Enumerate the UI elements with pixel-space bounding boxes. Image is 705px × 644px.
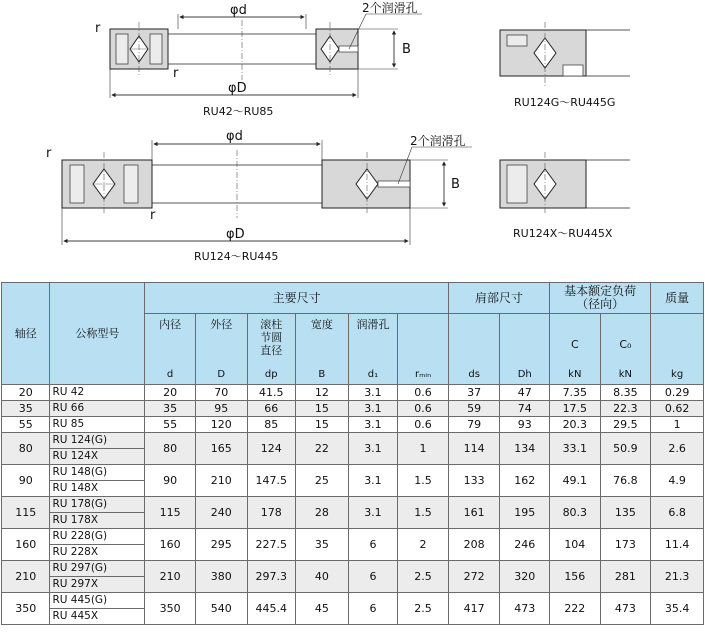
- cell-outer-diameter: 70: [195, 385, 247, 401]
- width-B-label: B: [402, 42, 411, 57]
- spec-table-body: [2, 385, 704, 625]
- cell-model: RU 178(G): [50, 497, 145, 513]
- cell-inner-diameter: 350: [145, 593, 196, 625]
- cell-width: 22: [295, 433, 348, 465]
- cell-r-min: 1.5: [398, 497, 449, 529]
- table-row: [2, 465, 704, 481]
- cell-load-c0: 76.8: [600, 465, 651, 497]
- subheader-kg: kg: [651, 314, 704, 385]
- cell-mass: 0.29: [651, 385, 704, 401]
- cell-outer-diameter: 210: [195, 465, 247, 497]
- cell-shoulder-ds: 272: [448, 561, 500, 593]
- header-load-line2: （径向）: [576, 297, 625, 311]
- cell-load-c0: 473: [600, 593, 651, 625]
- cell-oil-hole: 3.1: [348, 465, 398, 497]
- cell-r-min: 0.6: [398, 385, 449, 401]
- cell-r-min: 1.5: [398, 465, 449, 497]
- cell-shaft: 350: [2, 593, 50, 625]
- cell-model: RU 124(G): [50, 433, 145, 449]
- cell-width: 35: [295, 529, 348, 561]
- cell-load-c: 104: [550, 529, 601, 561]
- cell-shaft: 80: [2, 433, 50, 465]
- drawing-ru42-ru85: [95, 0, 422, 118]
- cell-shoulder-dh: 246: [500, 529, 550, 561]
- header-main-dims: 主要尺寸: [145, 283, 449, 314]
- cell-mass: 1: [651, 417, 704, 433]
- cell-shoulder-dh: 74: [500, 401, 550, 417]
- cell-oil-hole: 3.1: [348, 417, 398, 433]
- table-row: [2, 497, 704, 513]
- cell-load-c0: 8.35: [600, 385, 651, 401]
- cell-mass: 0.62: [651, 401, 704, 417]
- cell-mass: 35.4: [651, 593, 704, 625]
- cell-model: RU 85: [50, 417, 145, 433]
- cell-shoulder-ds: 417: [448, 593, 500, 625]
- cell-width: 12: [295, 385, 348, 401]
- cell-shaft: 160: [2, 529, 50, 561]
- cell-pitch-diameter: 85: [247, 417, 295, 433]
- header-shoulder: 肩部尺寸: [448, 283, 549, 314]
- cell-model: RU 42: [50, 385, 145, 401]
- cell-oil-hole: 3.1: [348, 385, 398, 401]
- oil-hole-label: 2个润滑孔: [410, 134, 466, 148]
- subheader-width: 宽度 B: [295, 314, 348, 385]
- subheader-dh: Dh: [500, 314, 550, 385]
- phi-D-label: φD: [226, 227, 245, 242]
- cell-load-c0: 22.3: [600, 401, 651, 417]
- drawing-ru124g-ru445g: [500, 22, 630, 109]
- cell-oil-hole: 3.1: [348, 433, 398, 465]
- cell-model: RU 66: [50, 401, 145, 417]
- cell-width: 25: [295, 465, 348, 497]
- subheader-c: C kN: [550, 314, 601, 385]
- cell-width: 15: [295, 417, 348, 433]
- cell-load-c: 20.3: [550, 417, 601, 433]
- cell-model: RU 148X: [50, 481, 145, 497]
- cell-model: RU 178X: [50, 513, 145, 529]
- cell-pitch-diameter: 66: [247, 401, 295, 417]
- cell-mass: 2.6: [651, 433, 704, 465]
- cell-r-min: 2: [398, 529, 449, 561]
- cell-shoulder-dh: 320: [500, 561, 550, 593]
- cell-shaft: 35: [2, 401, 50, 417]
- subheader-oil-hole: 润滑孔 d₁: [348, 314, 398, 385]
- cell-outer-diameter: 540: [195, 593, 247, 625]
- subheader-pitch: 滚柱 节圆 直径 dp: [247, 314, 295, 385]
- cell-shoulder-ds: 79: [448, 417, 500, 433]
- table-row: [2, 561, 704, 577]
- corner-r-label: r: [46, 146, 52, 161]
- cell-model: RU 124X: [50, 449, 145, 465]
- cell-load-c0: 281: [600, 561, 651, 593]
- table-row: [2, 529, 704, 545]
- corner-r-label: r: [95, 21, 101, 36]
- cell-r-min: 0.6: [398, 401, 449, 417]
- cell-r-min: 0.6: [398, 417, 449, 433]
- cell-pitch-diameter: 445.4: [247, 593, 295, 625]
- cell-inner-diameter: 35: [145, 401, 196, 417]
- cell-outer-diameter: 295: [195, 529, 247, 561]
- cell-shoulder-dh: 162: [500, 465, 550, 497]
- cell-load-c: 80.3: [550, 497, 601, 529]
- corner-r-label: r: [150, 208, 156, 223]
- cell-inner-diameter: 20: [145, 385, 196, 401]
- cell-shoulder-dh: 195: [500, 497, 550, 529]
- cell-model: RU 445(G): [50, 593, 145, 609]
- cell-load-c: 49.1: [550, 465, 601, 497]
- cell-mass: 6.8: [651, 497, 704, 529]
- cell-shoulder-ds: 59: [448, 401, 500, 417]
- table-row: [2, 593, 704, 609]
- cell-oil-hole: 3.1: [348, 497, 398, 529]
- cell-load-c0: 135: [600, 497, 651, 529]
- cell-shaft: 90: [2, 465, 50, 497]
- subheader-rmin: rₘᵢₙ: [398, 314, 449, 385]
- cell-model: RU 228X: [50, 545, 145, 561]
- header-load-rating: [550, 283, 651, 314]
- cell-load-c: 17.5: [550, 401, 601, 417]
- cell-inner-diameter: 115: [145, 497, 196, 529]
- spec-table: [1, 282, 704, 625]
- subheader-c0: C₀ kN: [600, 314, 651, 385]
- cell-outer-diameter: 95: [195, 401, 247, 417]
- header-model: 公称型号: [50, 283, 145, 385]
- cell-inner-diameter: 55: [145, 417, 196, 433]
- cell-model: RU 297X: [50, 577, 145, 593]
- cell-shoulder-dh: 47: [500, 385, 550, 401]
- subheader-outer: 外径 D: [195, 314, 247, 385]
- cell-load-c0: 29.5: [600, 417, 651, 433]
- cell-oil-hole: 3.1: [348, 401, 398, 417]
- cell-r-min: 2.5: [398, 593, 449, 625]
- oil-hole-label: 2个润滑孔: [362, 1, 418, 15]
- cell-model: RU 445X: [50, 609, 145, 625]
- cell-outer-diameter: 165: [195, 433, 247, 465]
- cell-shoulder-ds: 161: [448, 497, 500, 529]
- cell-load-c: 222: [550, 593, 601, 625]
- cell-shaft: 210: [2, 561, 50, 593]
- cell-model: RU 297(G): [50, 561, 145, 577]
- table-row: [2, 433, 704, 449]
- cell-pitch-diameter: 147.5: [247, 465, 295, 497]
- drawing-caption: RU124X～RU445X: [513, 227, 613, 240]
- cell-pitch-diameter: 124: [247, 433, 295, 465]
- cell-inner-diameter: 210: [145, 561, 196, 593]
- cell-shoulder-ds: 114: [448, 433, 500, 465]
- table-row: [2, 401, 704, 417]
- cell-oil-hole: 6: [348, 561, 398, 593]
- width-B-label: B: [451, 177, 460, 192]
- cell-model: RU 228(G): [50, 529, 145, 545]
- cell-load-c0: 173: [600, 529, 651, 561]
- cell-shaft: 20: [2, 385, 50, 401]
- cell-width: 28: [295, 497, 348, 529]
- cell-r-min: 2.5: [398, 561, 449, 593]
- cell-load-c: 33.1: [550, 433, 601, 465]
- drawing-caption: RU42～RU85: [203, 105, 274, 118]
- cell-oil-hole: 6: [348, 593, 398, 625]
- drawing-caption: RU124G～RU445G: [514, 96, 616, 109]
- cell-inner-diameter: 80: [145, 433, 196, 465]
- cell-shoulder-ds: 133: [448, 465, 500, 497]
- phi-d-label: φd: [230, 3, 247, 18]
- cell-pitch-diameter: 178: [247, 497, 295, 529]
- cell-pitch-diameter: 41.5: [247, 385, 295, 401]
- cell-shaft: 115: [2, 497, 50, 529]
- cell-load-c0: 50.9: [600, 433, 651, 465]
- cell-oil-hole: 6: [348, 529, 398, 561]
- drawing-ru124x-ru445x: [500, 152, 630, 240]
- subheader-ds: ds: [448, 314, 500, 385]
- header-mass: 质量: [651, 283, 704, 314]
- cell-width: 45: [295, 593, 348, 625]
- cell-width: 15: [295, 401, 348, 417]
- cell-inner-diameter: 160: [145, 529, 196, 561]
- cell-shoulder-ds: 37: [448, 385, 500, 401]
- corner-r-label: r: [173, 66, 179, 81]
- cell-shoulder-dh: 473: [500, 593, 550, 625]
- cell-outer-diameter: 120: [195, 417, 247, 433]
- cell-inner-diameter: 90: [145, 465, 196, 497]
- table-row: [2, 417, 704, 433]
- cell-mass: 4.9: [651, 465, 704, 497]
- cell-model: RU 148(G): [50, 465, 145, 481]
- table-row: [2, 385, 704, 401]
- cell-outer-diameter: 240: [195, 497, 247, 529]
- cell-shoulder-dh: 93: [500, 417, 550, 433]
- header-load-line1: 基本额定负荷: [564, 284, 637, 298]
- cell-r-min: 1: [398, 433, 449, 465]
- cell-mass: 11.4: [651, 529, 704, 561]
- cell-shoulder-dh: 134: [500, 433, 550, 465]
- phi-D-label: φD: [228, 81, 247, 96]
- cell-pitch-diameter: 227.5: [247, 529, 295, 561]
- cell-shoulder-ds: 208: [448, 529, 500, 561]
- drawing-ru124-ru445: [46, 129, 472, 263]
- cell-outer-diameter: 380: [195, 561, 247, 593]
- cell-mass: 21.3: [651, 561, 704, 593]
- header-shaft: 轴径: [2, 283, 50, 385]
- cell-width: 40: [295, 561, 348, 593]
- cell-pitch-diameter: 297.3: [247, 561, 295, 593]
- subheader-inner: 内径 d: [145, 314, 196, 385]
- cell-load-c: 156: [550, 561, 601, 593]
- drawing-caption: RU124～RU445: [194, 250, 279, 263]
- bearing-drawings: [0, 0, 705, 282]
- phi-d-label: φd: [226, 129, 243, 144]
- cell-load-c: 7.35: [550, 385, 601, 401]
- cell-shaft: 55: [2, 417, 50, 433]
